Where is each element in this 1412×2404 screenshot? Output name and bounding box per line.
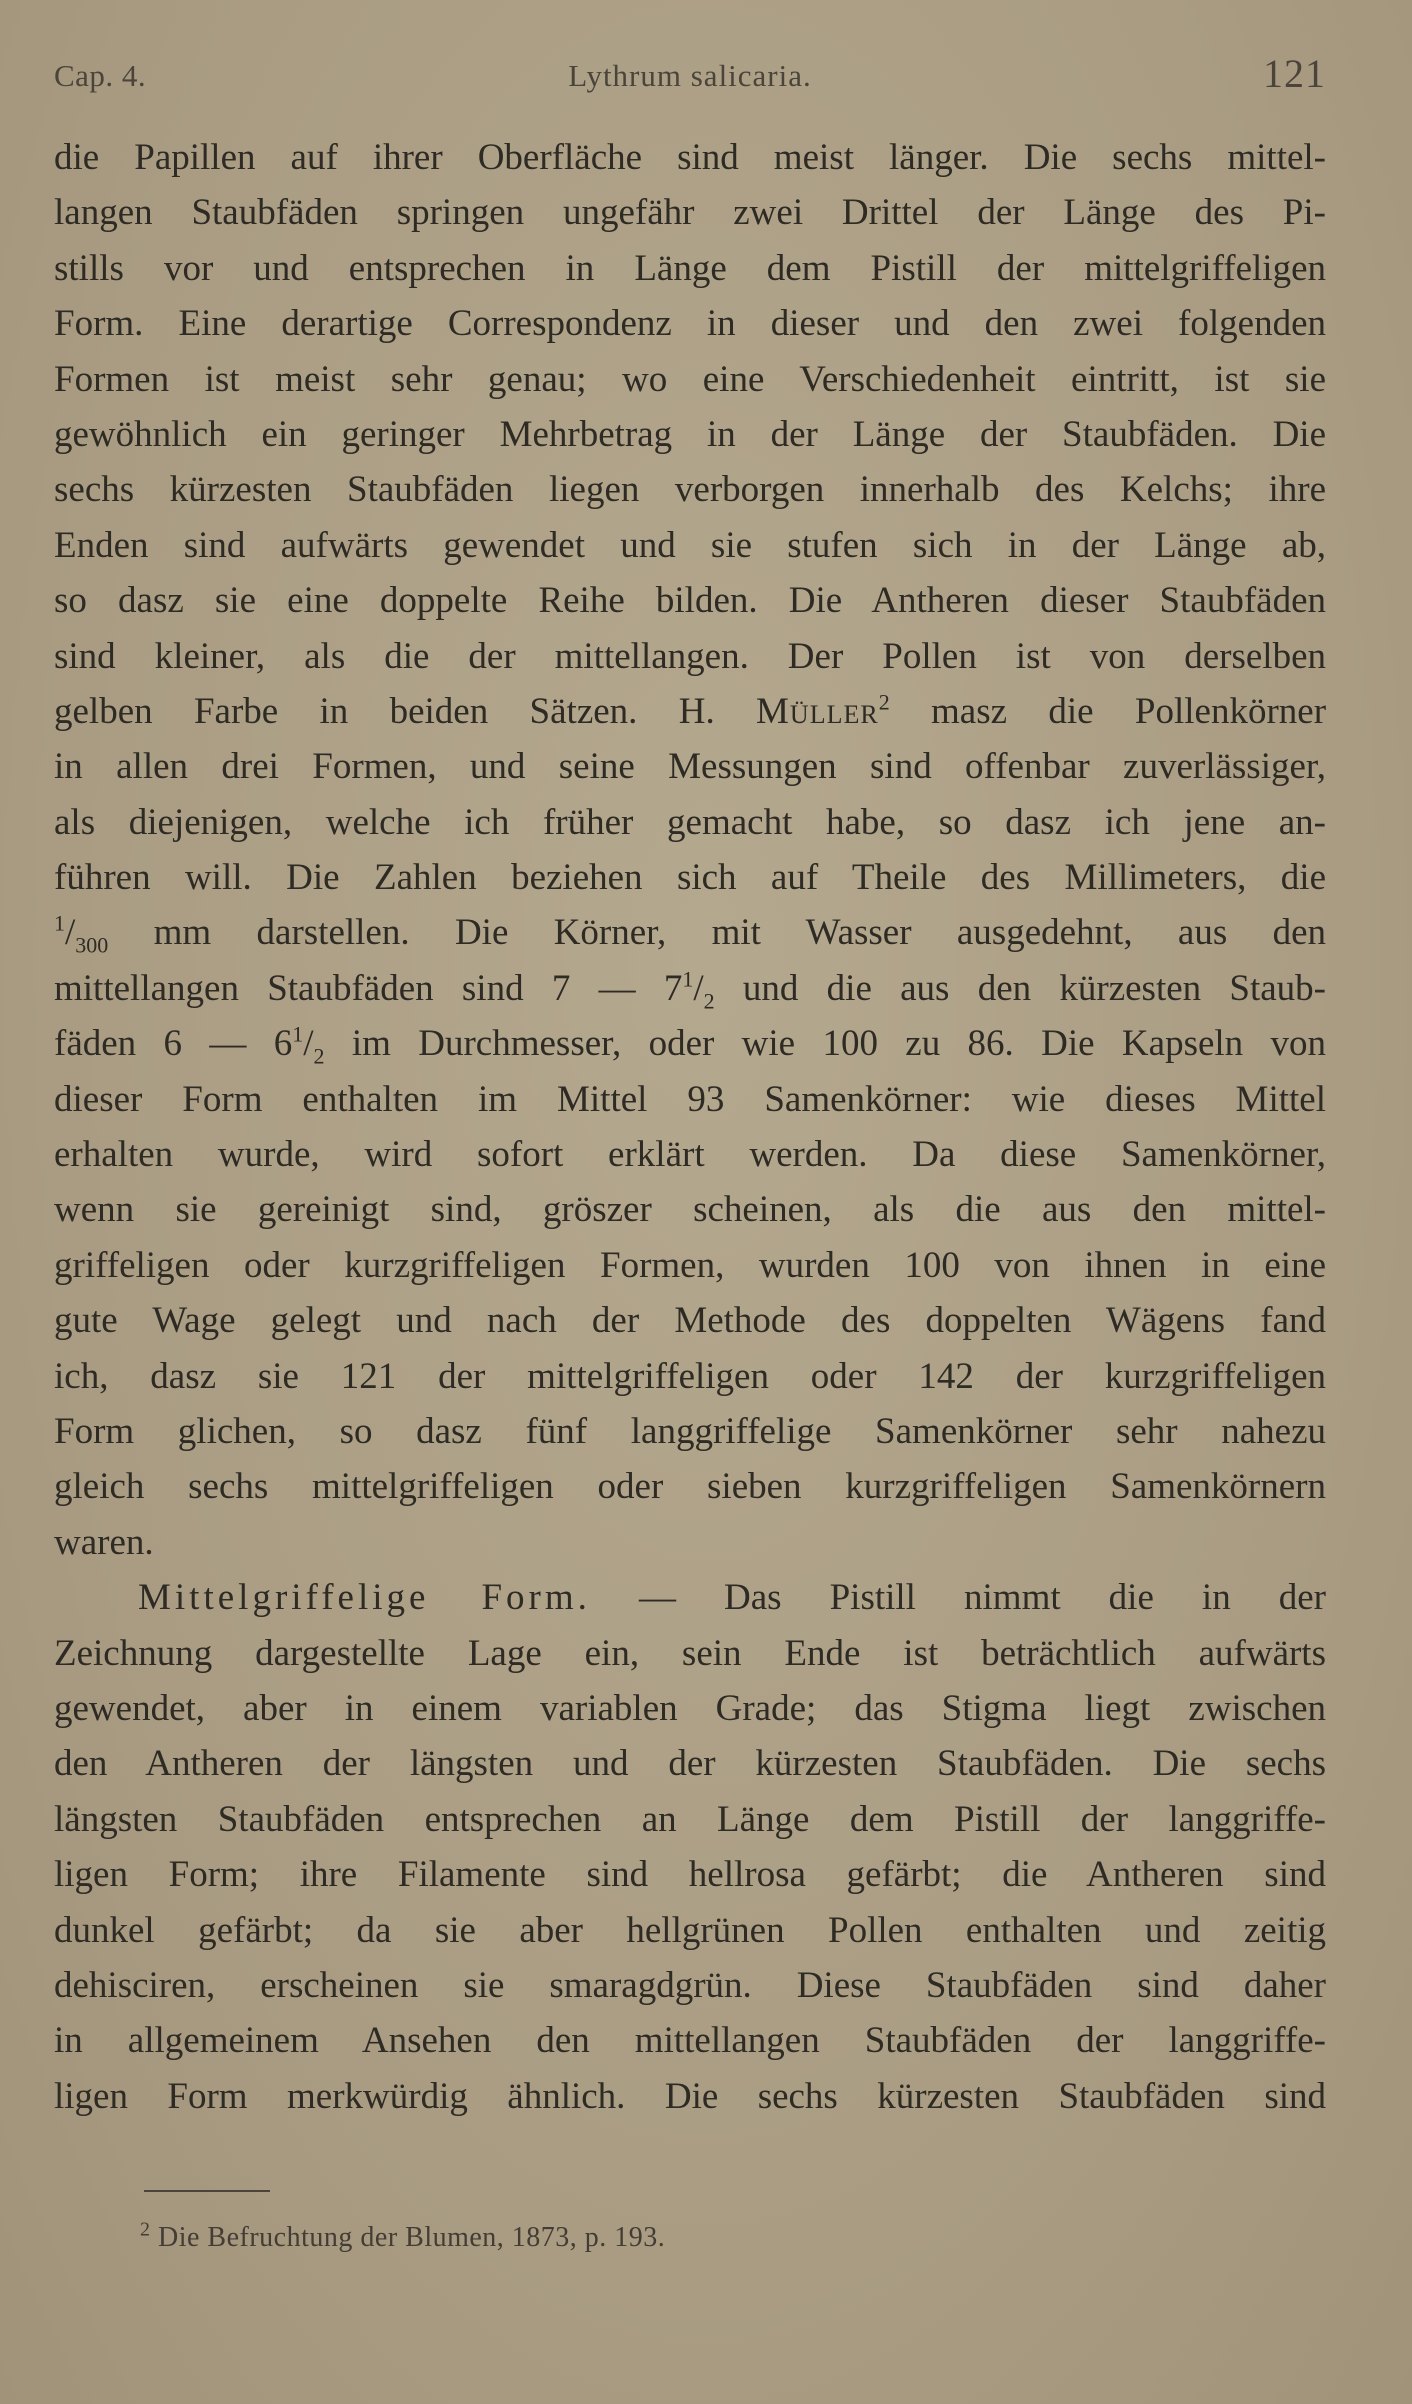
text-segment: mm darstellen. Die Körner, mit Wasser ausgedehnt, aus den: [153, 912, 1326, 954]
footnote-text: Die Befruchtung der Blumen, 1873, p. 193.: [158, 2222, 666, 2253]
text-segment: mittellangen Staubfäden sind 7 — 7: [54, 967, 683, 1009]
text-line: waren.: [54, 1521, 154, 1563]
text-line: Form. Eine derartige Correspondenz in dieser und den zwei folgenden: [54, 303, 1326, 345]
text-segment: fäden 6 — 6: [54, 1023, 293, 1065]
text-line: dunkel gefärbt; da sie aber hellgrünen Pollen enthalten und zeitig: [54, 1909, 1326, 1951]
text-line: [54, 1570, 1326, 1625]
text-line: Formen ist meist sehr genau; wo eine Verschiedenheit eintritt, ist sie: [54, 358, 1326, 400]
fraction-numerator: 1: [54, 911, 65, 937]
text-line: Zeichnung dargestellte Lage ein, sein Ende ist beträchtlich aufwärts: [54, 1632, 1326, 1674]
body-text: [54, 130, 1326, 2124]
footnote-ref: 2: [878, 689, 890, 715]
fraction-numerator: 1: [292, 1021, 304, 1047]
text-line: sechs kürzesten Staubfäden liegen verborgen innerhalb des Kelchs; ihre: [54, 469, 1326, 511]
text-line: ligen Form; ihre Filamente sind hellrosa gefärbt; die Antheren sind: [54, 1854, 1326, 1896]
text-line: in allgemeinem Ansehen den mittellangen Staubfäden der langgriffe-: [54, 2020, 1326, 2062]
text-line: erhalten wurde, wird sofort erklärt werden. Da diese Samenkörner,: [54, 1134, 1326, 1176]
footnote-divider: [144, 2190, 270, 2192]
text-line: $^1/_{300}$ mm darstellen. Die Körner, mit Wasser ausgedehnt, aus den: [54, 911, 1326, 958]
footnote-marker: 2: [140, 2218, 151, 2241]
section-heading: Mittelgriffelige Form.: [138, 1577, 591, 1619]
text-line: Enden sind aufwärts gewendet und sie stufen sich in der Länge ab,: [54, 524, 1326, 566]
text-line: griffeligen oder kurzgriffeligen Formen, wurden 100 von ihnen in eine: [54, 1244, 1326, 1286]
text-segment: masz die Pollenkörner: [931, 690, 1326, 732]
text-line: in allen drei Formen, und seine Messungen sind offenbar zuverlässiger,: [54, 746, 1326, 788]
text-line: dehisciren, erscheinen sie smaragdgrün. Diese Staubfäden sind daher: [54, 1964, 1326, 2006]
text-line: mittellangen Staubfäden sind 7 — $7^1/_2$ und die aus den kürzesten Staub-: [54, 966, 1326, 1014]
fraction-numerator: 1: [682, 966, 694, 992]
text-line: dieser Form enthalten im Mittel 93 Samenkörner: wie dieses Mittel: [54, 1078, 1326, 1120]
text-segment: gelben Farbe in beiden Sätzen. H.: [54, 690, 715, 732]
text-line: längsten Staubfäden entsprechen an Länge dem Pistill der langgriffe-: [54, 1798, 1326, 1840]
text-line: gewendet, aber in einem variablen Grade; das Stigma liegt zwischen: [54, 1687, 1326, 1729]
text-line: [54, 684, 1326, 739]
fraction-denominator: 2: [313, 1043, 325, 1069]
text-line: als diejenigen, welche ich früher gemacht habe, so dasz ich jene an-: [54, 801, 1326, 843]
running-head: [54, 50, 1326, 110]
fraction-denominator: 2: [703, 988, 715, 1014]
running-title: Lythrum salicaria.: [568, 58, 812, 93]
chapter-label: Cap. 4.: [54, 58, 147, 93]
page-number: 121: [1263, 51, 1326, 96]
text-line: langen Staubfäden springen ungefähr zwei Drittel der Länge des Pi-: [54, 192, 1326, 234]
text-segment: im Durchmesser, oder wie 100 zu 86. Die Kapseln von: [351, 1023, 1326, 1065]
footnote: [140, 2218, 666, 2254]
text-line: gleich sechs mittelgriffeligen oder sieben kurzgriffeligen Samenkörnern: [54, 1466, 1326, 1508]
text-line: fäden 6 — $6^1/_2$ im Durchmesser, oder wie 100 zu 86. Die Kapseln von: [54, 1021, 1326, 1069]
text-line: ligen Form merkwürdig ähnlich. Die sechs kürzesten Staubfäden sind: [54, 2075, 1326, 2117]
text-line: wenn sie gereinigt sind, gröszer scheinen, als die aus den mittel-: [54, 1189, 1326, 1231]
author-name: Müller: [756, 690, 879, 732]
text-segment: und die aus den kürzesten Staub-: [742, 967, 1326, 1009]
text-line: stills vor und entsprechen in Länge dem Pistill der mittelgriffeligen: [54, 247, 1326, 289]
text-line: gute Wage gelegt und nach der Methode des doppelten Wägens fand: [54, 1300, 1326, 1342]
text-line: so dasz sie eine doppelte Reihe bilden. Die Antheren dieser Staubfäden: [54, 580, 1326, 622]
text-line: Form glichen, so dasz fünf langgriffelige Samenkörner sehr nahezu: [54, 1410, 1326, 1452]
text-line: die Papillen auf ihrer Oberfläche sind meist länger. Die sechs mittel-: [54, 137, 1326, 178]
fraction-denominator: 300: [75, 932, 109, 958]
text-line: sind kleiner, als die der mittellangen. Der Pollen ist von derselben: [54, 635, 1326, 677]
text-line: den Antheren der längsten und der kürzesten Staubfäden. Die sechs: [54, 1743, 1326, 1785]
text-line: ich, dasz sie 121 der mittelgriffeligen oder 142 der kurzgriffeligen: [54, 1355, 1326, 1397]
text-line: führen will. Die Zahlen beziehen sich auf Theile des Millimeters, die: [54, 857, 1326, 899]
text-line: gewöhnlich ein geringer Mehrbetrag in der Länge der Staubfäden. Die: [54, 413, 1326, 455]
text-segment: — Das Pistill nimmt die in der: [638, 1577, 1326, 1619]
